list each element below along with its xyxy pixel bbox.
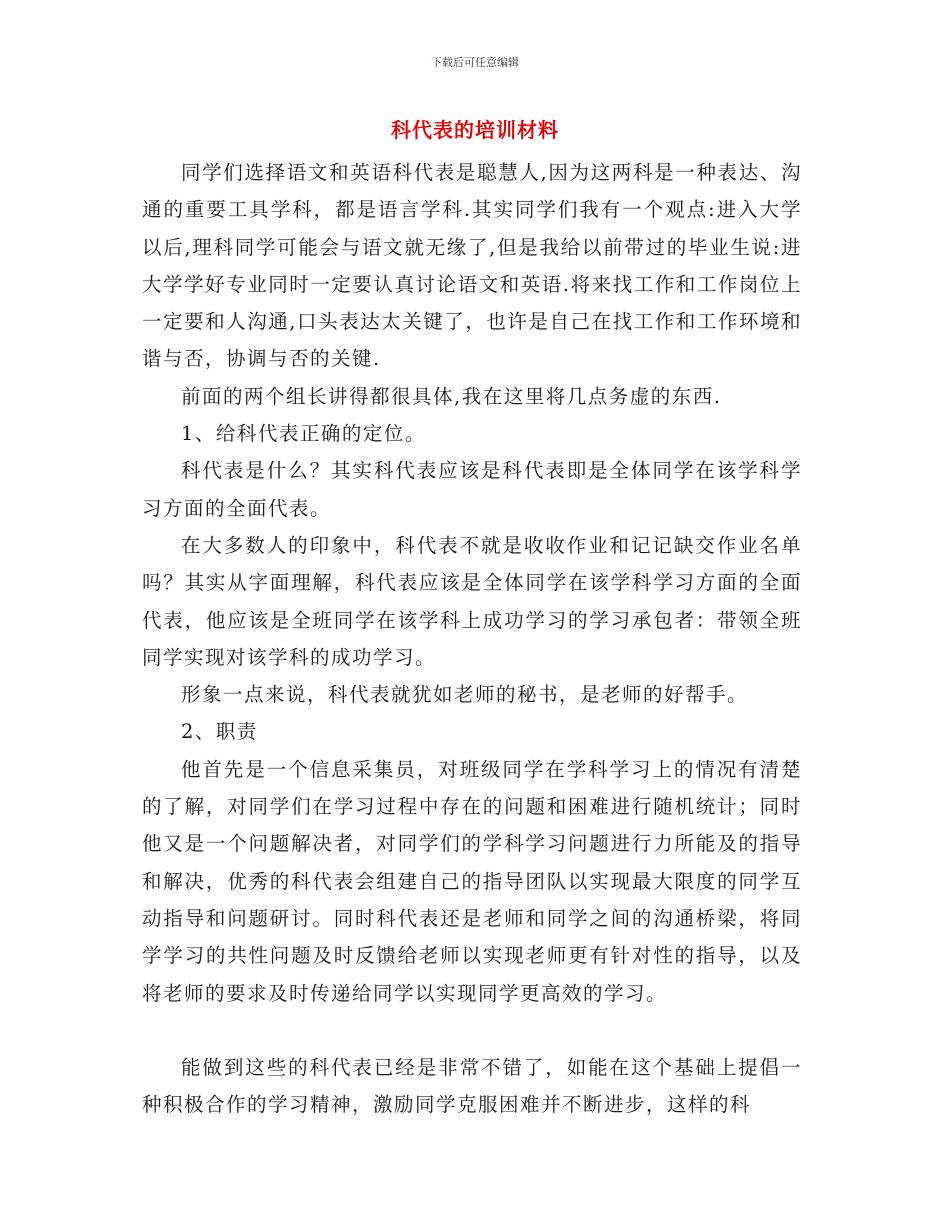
- paragraph-metaphor: 形象一点来说，科代表就犹如老师的秘书，是老师的好帮手。: [181, 683, 749, 707]
- document-title: 科代表的培训材料: [391, 118, 559, 142]
- paragraph-definition: 科代表是什么？其实科代表应该是科代表即是全体同学在该学科学习方面的全面代表。: [142, 459, 802, 520]
- section-heading-duties: 2、职责: [181, 720, 258, 744]
- document-body: [142, 154, 802, 1123]
- paragraph-preface: 前面的两个组长讲得都很具体,我在这里将几点务虚的东西.: [181, 384, 722, 408]
- paragraph-intro: 同学们选择语文和英语科代表是聪慧人,因为这两科是一种表达、沟通的重要工具学科，都是语言学科.其实同学们我有一个观点:进入大学以后,理科同学可能会与语文就无缘了,但是我给以前带过的毕业生说:进大学学好专业同时一定要认真讨论语文和英语.将来找工作和工作岗位上一定要和人沟通,口头表达太关键了，也许是自己在找工作和工作环境和谐与否，协调与否的关键.: [142, 161, 802, 371]
- paragraph-duties: 他首先是一个信息采集员，对班级同学在学科学习上的情况有清楚的了解，对同学们在学习过程中存在的问题和困难进行随机统计；同时他又是一个问题解决者，对同学们的学科学习问题进行力所能及的指导和解决，优秀的科代表会组建自己的指导团队以实现最大限度的同学互动指导和问题研讨。同时科代表还是老师和同学之间的沟通桥梁，将同学学习的共性问题及时反馈给老师以实现老师更有针对性的指导，以及将老师的要求及时传递给同学以实现同学更高效的学习。: [142, 757, 802, 1005]
- paragraph-closing: 能做到这些的科代表已经是非常不错了，如能在这个基础上提倡一种积极合作的学习精神，激励同学克服困难并不断进步，这样的科: [142, 1055, 802, 1117]
- header-note: 下载后可任意编辑: [431, 56, 519, 69]
- paragraph-impression: 在大多数人的印象中，科代表不就是收收作业和记记缺交作业名单吗？其实从字面理解，科代表应该是全体同学在该学科学习方面的全面代表，他应该是全班同学在该学科上成功学习的学习承包者：带领全班同学实现对该学科的成功学习。: [142, 533, 802, 669]
- section-heading-positioning: 1、给科代表正确的定位。: [181, 422, 426, 446]
